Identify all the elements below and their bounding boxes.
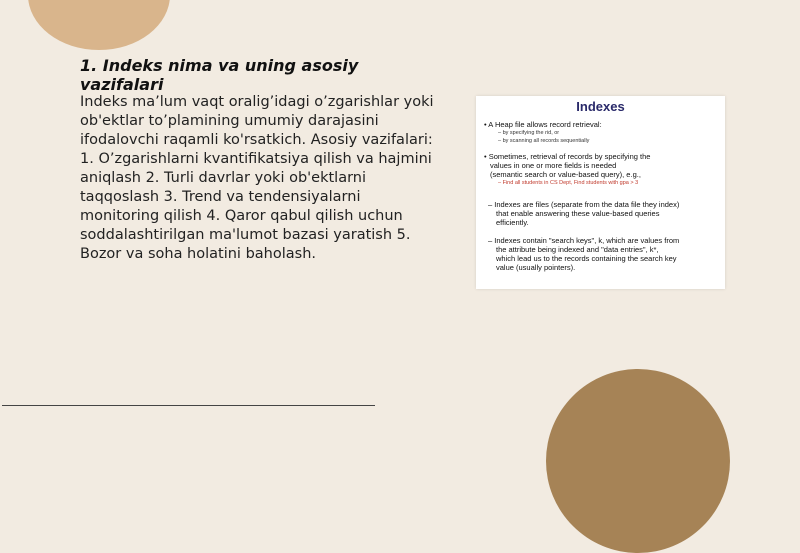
image-bullet-3-line-3: efficiently. [496,218,529,227]
indexes-slide-image [476,96,725,289]
image-bullet-1: • A Heap file allows record retrieval: [484,120,602,129]
decorative-circle-top [28,0,170,50]
image-subbullet-1a: – by specifying the rid, or [498,130,560,136]
image-title: Indexes [576,99,625,114]
slide-body-text: Indeks ma’lum vaqt oralig’idagi o’zgarishlar yoki ob'ektlar to’plamining umumiy darajasini ifodalovchi raqamli ko'rsatkich. Asosiy vazifalari: 1. O’zgarishlarni kvantifikatsiya qilish va hajmini aniqlash 2. Turli davrlar yoki ob'ektlarni taqqoslash 3. Trend va tendensiyalarni monitoring qilish 4. Qaror qabul qilish uchun soddalashtirilgan ma'lumot bazasi yaratish 5. Bozor va soha holatini baholash. [80,94,434,262]
image-bullet-2-line-1: • Sometimes, retrieval of records by specifying the [484,152,651,161]
divider-line [2,405,375,406]
image-bullet-3-line-1: – Indexes are files (separate from the data file they index) [488,200,680,209]
image-bullet-4-line-4: value (usually pointers). [496,263,576,272]
image-subbullet-2a: – Find all students in CS Dept, Find students with gpa > 3 [498,180,639,186]
slide-title: 1. Indeks nima va uning asosiy vazifalari [80,56,359,94]
decorative-circle-bottom [546,369,730,553]
image-subbullet-1b: – by scanning all records sequentially [498,138,590,144]
image-bullet-3-line-2: that enable answering these value-based queries [496,209,660,218]
image-bullet-2-line-3: (semantic search or value-based query), e.g., [490,170,641,179]
image-bullet-4-line-3: which lead us to the records containing the search key [496,254,677,263]
image-bullet-4-line-2: the attribute being indexed and "data entries", k*, [496,245,659,254]
image-bullet-2-line-2: values in one or more fields is needed [490,161,617,170]
image-bullet-4-line-1: – Indexes contain "search keys", k, which are values from [488,236,680,245]
